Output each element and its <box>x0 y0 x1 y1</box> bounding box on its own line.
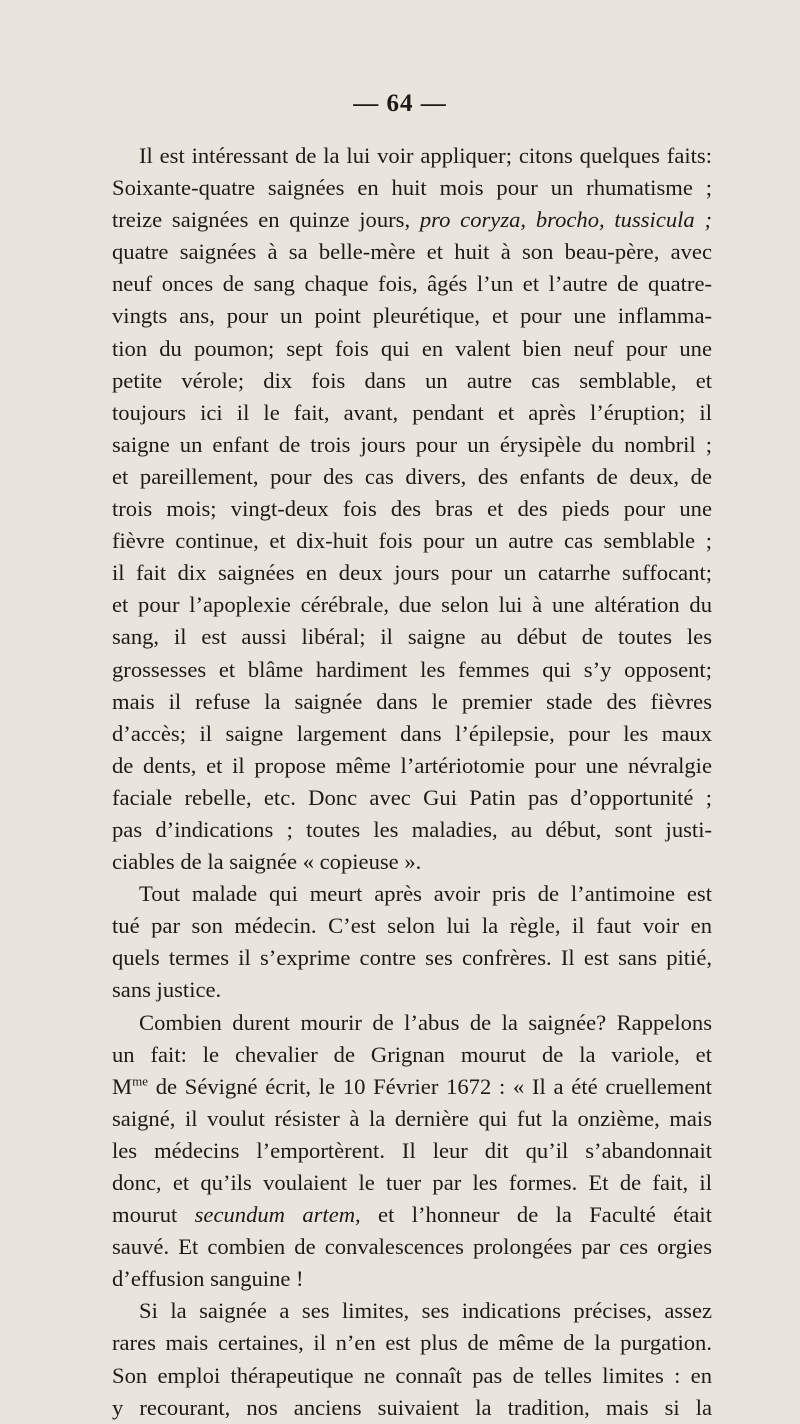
text-run: y recourant, nos anciens suivaient la tradition, mais si la <box>112 1394 712 1420</box>
text-line <box>112 1007 712 1039</box>
text-run: sang, il est aussi libéral; il saigne au début de toutes les <box>112 624 712 650</box>
text-run: les médecins l’emportèrent. Il leur dit qu’il s’abandonnait <box>112 1137 712 1163</box>
text-line <box>112 1231 712 1263</box>
text-line <box>112 397 712 429</box>
text-run: il fait dix saignées en deux jours pour un catarrhe suffocant; <box>112 560 712 586</box>
text-run: quatre saignées à sa belle-mère et huit à son beau-père, avec <box>112 239 712 265</box>
text-line <box>112 654 712 686</box>
text-line <box>112 525 712 557</box>
text-run: et pour l’apoplexie cérébrale, due selon lui à une altération du <box>112 592 712 618</box>
text-run: Il est intéressant de la lui voir appliquer; citons quelques faits: <box>139 143 712 168</box>
text-run: tion du poumon; sept fois qui en valent bien neuf pour une <box>112 335 712 361</box>
text-run: Si la saignée a ses limites, ses indications précises, assez <box>139 1298 712 1324</box>
text-line <box>112 910 712 942</box>
text-line <box>112 846 712 878</box>
text-run: tué par son médecin. C’est selon lui la règle, il faut voir en <box>112 913 712 939</box>
text-line <box>112 140 712 172</box>
text-run: neuf onces de sang chaque fois, âgés l’un et l’autre de quatre- <box>112 271 712 297</box>
text-run: rares mais certaines, il n’en est plus de même de la purgation. <box>112 1330 712 1356</box>
text-run: saigne un enfant de trois jours pour un érysipèle du nombril ; <box>112 431 712 457</box>
text-line <box>112 686 712 718</box>
text-line <box>112 172 712 204</box>
text-line <box>112 942 712 974</box>
text-run: M <box>112 1073 133 1099</box>
text-run: donc, et qu’ils voulaient le tuer par les formes. Et de fait, il <box>112 1170 712 1195</box>
text-run: et l’honneur de la Faculté était <box>360 1202 712 1228</box>
text-run: Tout malade qui meurt après avoir pris de l’antimoine est <box>139 881 712 907</box>
text-line <box>112 333 712 365</box>
text-line <box>112 589 712 621</box>
text-line <box>112 1360 712 1392</box>
text-line <box>112 974 712 1006</box>
paragraph <box>112 1295 712 1423</box>
text-line <box>112 236 712 268</box>
text-run: pas d’indications ; toutes les maladies, au début, sont justi- <box>112 816 712 842</box>
page-number: — 64 — <box>353 90 447 117</box>
text-run: petite vérole; dix fois dans un autre cas semblable, et <box>112 367 712 393</box>
paragraph <box>112 1007 712 1296</box>
text-run: trois mois; vingt-deux fois des bras et des pieds pour une <box>112 496 712 522</box>
text-run: Combien durent mourir de l’abus de la saignée? Rappelons <box>139 1009 712 1035</box>
text-line <box>112 493 712 525</box>
body-text <box>112 140 712 1424</box>
text-line <box>112 429 712 461</box>
text-line <box>112 557 712 589</box>
text-run: toujours ici il le fait, avant, pendant et après l’éruption; il <box>112 399 712 425</box>
text-run: et pareillement, pour des cas divers, des enfants de deux, de <box>112 463 712 489</box>
paragraph <box>112 140 712 878</box>
text-run: fièvre continue, et dix-huit fois pour un autre cas semblable ; <box>112 528 712 554</box>
text-line <box>112 1392 712 1424</box>
italic-text: secundum artem, <box>194 1202 361 1228</box>
text-run: un fait: le chevalier de Grignan mourut de la variole, et <box>112 1041 712 1067</box>
text-line <box>112 1295 712 1327</box>
text-line <box>112 782 712 814</box>
text-run: mais il refuse la saignée dans le premier stade des fièvres <box>112 688 712 714</box>
text-run: ciables de la saignée « copieuse ». <box>112 849 422 875</box>
text-line <box>112 204 712 236</box>
text-line <box>112 300 712 332</box>
text-line <box>112 461 712 493</box>
text-line <box>112 1167 712 1199</box>
text-run: Soixante-quatre saignées en huit mois pour un rhumatisme ; <box>112 175 712 201</box>
text-line <box>112 621 712 653</box>
text-line <box>112 1039 712 1071</box>
text-line <box>112 1135 712 1167</box>
text-line <box>112 878 712 910</box>
text-run: faciale rebelle, etc. Donc avec Gui Patin pas d’opportunité ; <box>112 784 712 810</box>
text-run: mourut <box>112 1202 195 1228</box>
italic-text: pro coryza, brocho, tussicula ; <box>419 207 713 233</box>
text-run: sans justice. <box>112 977 222 1003</box>
text-run: de Sévigné écrit, le 10 Février 1672 : « Il a été cruellement <box>147 1073 712 1099</box>
text-line <box>112 1199 712 1231</box>
text-line <box>112 1071 712 1103</box>
text-line <box>112 1327 712 1359</box>
text-run: Son emploi thérapeutique ne connaît pas de telles limites : en <box>112 1362 712 1388</box>
text-line <box>112 718 712 750</box>
text-run: quels termes il s’exprime contre ses confrères. Il est sans pitié, <box>112 945 712 971</box>
text-run: d’effusion sanguine ! <box>112 1266 304 1292</box>
text-run: de dents, et il propose même l’artériotomie pour une névralgie <box>112 752 712 778</box>
text-run: d’accès; il saigne largement dans l’épilepsie, pour les maux <box>112 720 712 746</box>
text-run: sauvé. Et combien de convalescences prolongées par ces orgies <box>112 1234 712 1260</box>
text-run: vingts ans, pour un point pleurétique, et pour une inflamma- <box>112 303 712 329</box>
text-line <box>112 268 712 300</box>
text-run: treize saignées en quinze jours, <box>112 207 420 233</box>
text-line <box>112 1103 712 1135</box>
text-line <box>112 814 712 846</box>
text-line <box>112 1263 712 1295</box>
text-line <box>112 750 712 782</box>
text-line <box>112 365 712 397</box>
paragraph <box>112 878 712 1006</box>
text-run: grossesses et blâme hardiment les femmes qui s’y opposent; <box>112 656 712 682</box>
text-run: saigné, il voulut résister à la dernière qui fut la onzième, mais <box>112 1105 712 1131</box>
superscript-text: me <box>132 1073 148 1089</box>
